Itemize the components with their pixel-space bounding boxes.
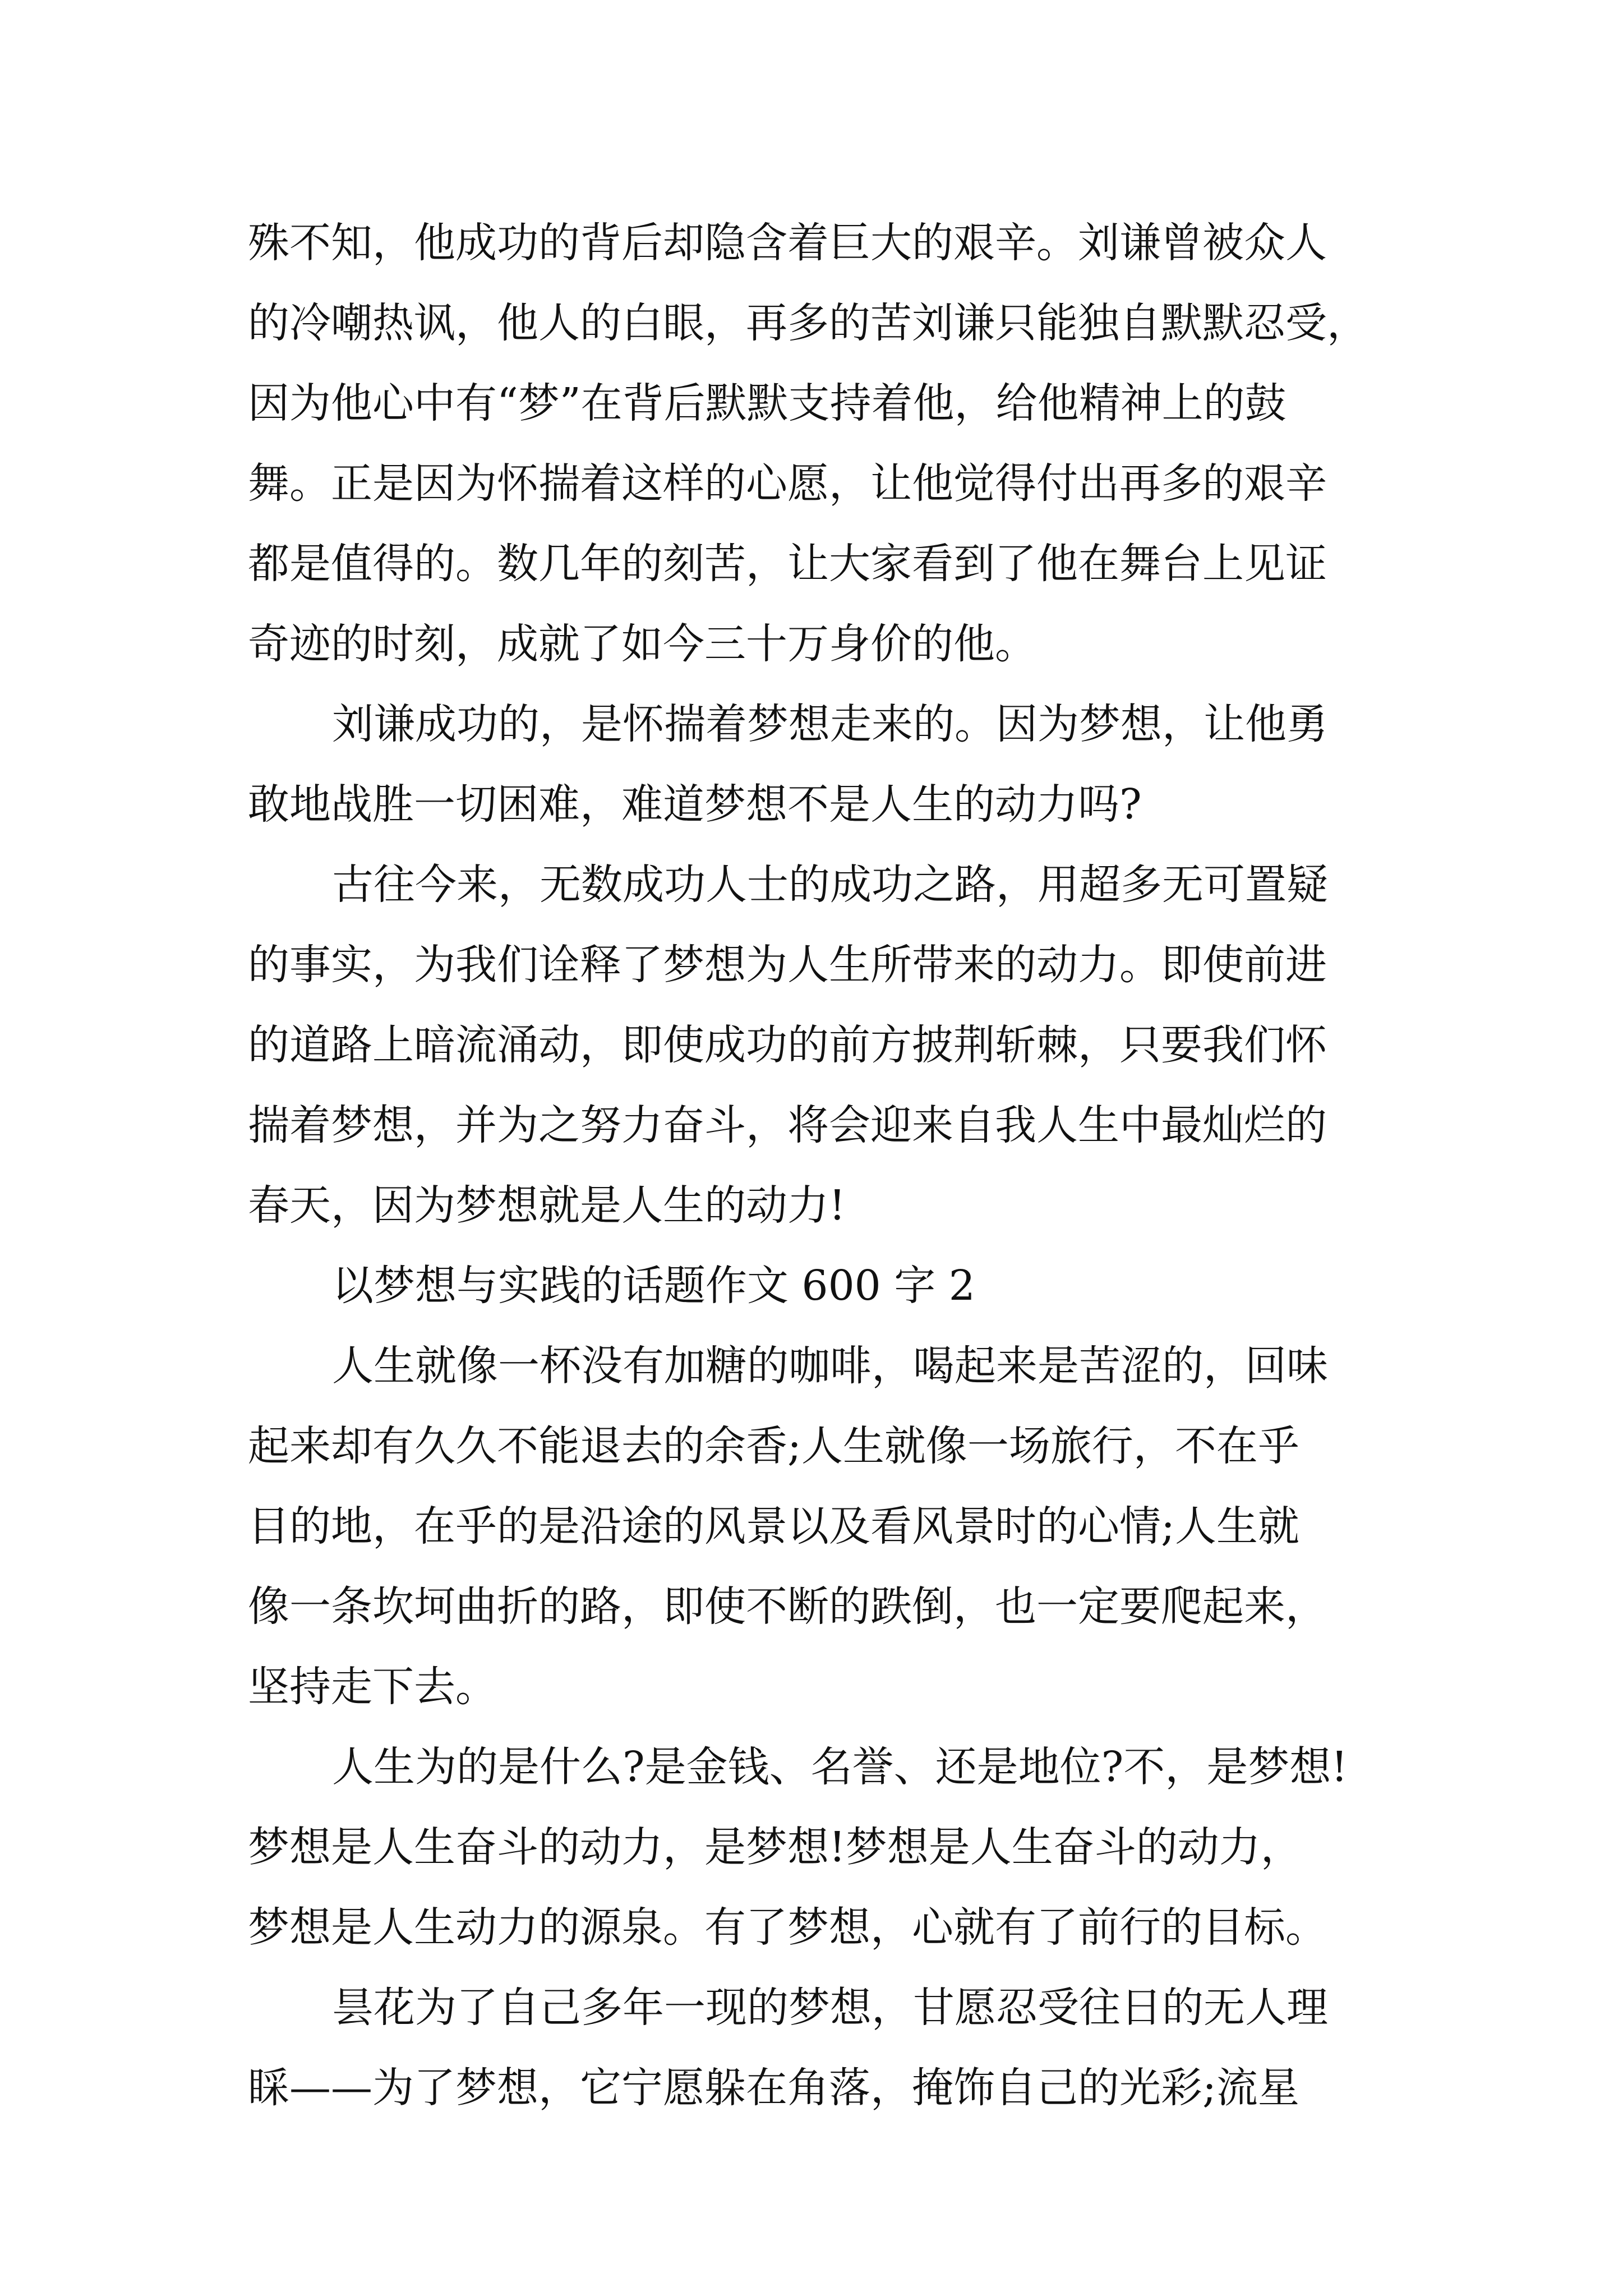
text-line: 睬——为了梦想，它宁愿躲在角落，掩饰自己的光彩;流星 [248,2064,1299,2112]
text-line: 梦想是人生奋斗的动力，是梦想!梦想是人生奋斗的动力， [248,1823,1302,1871]
text-line: 的事实，为我们诠释了梦想为人生所带来的动力。即使前进 [248,941,1327,989]
text-line: 春天，因为梦想就是人生的动力! [248,1181,846,1230]
text-line: 目的地，在乎的是沿途的风景以及看风景时的心情;人生就 [248,1502,1299,1550]
paragraph-first-line: 刘谦成功的，是怀揣着梦想走来的。因为梦想，让他勇 [332,700,1328,748]
text-line: 敢地战胜一切困难，难道梦想不是人生的动力吗? [248,780,1142,829]
text-line: 的冷嘲热讽，他人的白眼，再多的苦刘谦只能独自默默忍受， [248,299,1368,347]
text-line: 坚持走下去。 [248,1663,497,1711]
section-heading: 以梦想与实践的话题作文 600 字 2 [332,1262,975,1310]
text-line: 殊不知，他成功的背后却隐含着巨大的艰辛。刘谦曾被众人 [248,219,1327,267]
text-line: 像一条坎坷曲折的路，即使不断的跌倒，也一定要爬起来， [248,1582,1327,1631]
text-line: 起来却有久久不能退去的余香;人生就像一场旅行，不在乎 [248,1422,1299,1470]
text-line: 舞。正是因为怀揣着这样的心愿，让他觉得付出再多的艰辛 [248,459,1327,508]
body-text [248,203,1409,2128]
paragraph-first-line: 人生为的是什么?是金钱、名誉、还是地位?不，是梦想! [332,1743,1348,1791]
text-line: 揣着梦想，并为之努力奋斗，将会迎来自我人生中最灿烂的 [248,1101,1327,1149]
paragraph-first-line: 古往今来，无数成功人士的成功之路，用超多无可置疑 [332,861,1328,909]
text-line: 的道路上暗流涌动，即使成功的前方披荆斩棘，只要我们怀 [248,1021,1327,1069]
paragraph-first-line: 人生就像一杯没有加糖的咖啡，喝起来是苦涩的，回味 [332,1342,1328,1390]
text-line: 奇迹的时刻，成就了如今三十万身价的他。 [248,620,1036,668]
text-line: 都是值得的。数几年的刻苦，让大家看到了他在舞台上见证 [248,540,1327,588]
text-line: 梦想是人生动力的源泉。有了梦想，心就有了前行的目标。 [248,1903,1327,1952]
text-line: 因为他心中有“梦”在背后默默支持着他，给他精神上的鼓 [248,379,1287,427]
paragraph-first-line: 昙花为了自己多年一现的梦想，甘愿忍受往日的无人理 [332,1984,1328,2032]
